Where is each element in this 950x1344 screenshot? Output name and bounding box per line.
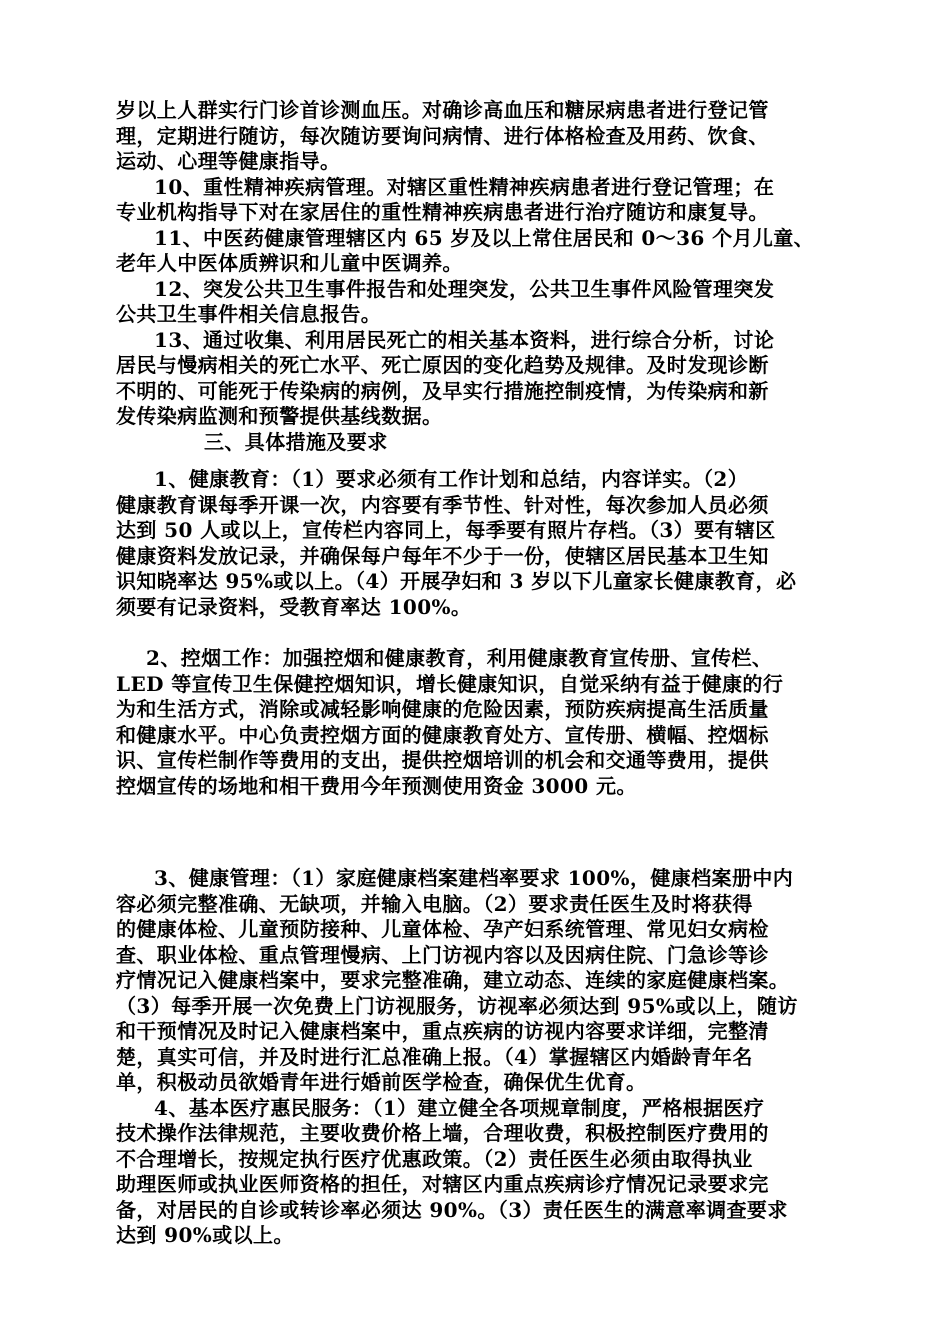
section-health-management — [116, 866, 836, 1249]
item-13-line: 13、通过收集、利用居民死亡的相关基本资料，进行综合分析，讨论 — [154, 327, 775, 352]
text-line: 单，积极动员欲婚青年进行婚前医学检查，确保优生优育。 — [116, 1070, 647, 1094]
item-basic-medical-line: 4、基本医疗惠民服务：（1）建立健全各项规章制度，严格根据医疗 — [154, 1095, 765, 1120]
text-line: 专业机构指导下对在家居住的重性精神疾病患者进行治疗随访和康复导。 — [116, 200, 769, 224]
text-line: 运动、心理等健康指导。 — [116, 149, 341, 173]
text-line: 居民与慢病相关的死亡水平、死亡原因的变化趋势及规律。及时发现诊断 — [116, 353, 769, 377]
text-line: 须要有记录资料，受教育率达 100%。 — [116, 594, 472, 619]
text-line: 健康资料发放记录，并确保每户每年不少于一份，使辖区居民基本卫生知 — [116, 543, 769, 568]
text-line: 控烟宣传的场地和相干费用今年预测使用资金 3000 元。 — [116, 773, 637, 798]
text-line: 岁以上人群实行门诊首诊测血压。对确诊高血压和糖尿病患者进行登记管 — [116, 98, 769, 122]
section-health-education — [116, 467, 836, 620]
text-line: 和健康水平。中心负责控烟方面的健康教育处方、宣传册、横幅、控烟标 — [116, 722, 769, 747]
text-line: 为和生活方式，消除或减轻影响健康的危险因素，预防疾病提高生活质量 — [116, 697, 769, 721]
item-10-line: 10、重性精神疾病管理。对辖区重性精神疾病患者进行登记管理；在 — [154, 174, 775, 199]
text-line: 理，定期进行随访，每次随访要询问病情、进行体格检查及用药、饮食、 — [116, 123, 769, 148]
section-tobacco-control — [116, 646, 836, 799]
text-line: 容必须完整准确、无缺项，并输入电脑。（2）要求责任医生及时将获得 — [116, 891, 753, 916]
text-line: 识知晓率达 95%或以上。（4）开展孕妇和 3 岁以下儿童家长健康教育，必 — [116, 569, 797, 593]
text-line: 公共卫生事件相关信息报告。 — [116, 302, 382, 326]
text-line: 楚，真实可信，并及时进行汇总准确上报。（4）掌握辖区内婚龄青年名 — [116, 1044, 753, 1069]
item-health-education-line: 1、健康教育：（1）要求必须有工作计划和总结，内容详实。（2） — [154, 467, 749, 491]
text-line: 备，对居民的自诊或转诊率必须达 90%。（3）责任医生的满意率调查要求 — [116, 1197, 788, 1222]
item-11-line: 11、中医药健康管理辖区内 65 岁及以上常住居民和 0～36 个月儿童、 — [154, 225, 815, 250]
text-line: 和干预情况及时记入健康档案中，重点疾病的访视内容要求详细，完整清 — [116, 1019, 769, 1043]
section-services-continued — [116, 98, 836, 455]
text-line: 不明的、可能死于传染病的病例，及早实行措施控制疫情，为传染病和新 — [116, 378, 769, 403]
text-line: 发传染病监测和预警提供基线数据。 — [116, 404, 443, 428]
text-line: 不合理增长，按规定执行医疗优惠政策。（2）责任医生必须由取得执业 — [116, 1146, 753, 1171]
text-line: 达到 50 人或以上，宣传栏内容同上，每季要有照片存档。（3）要有辖区 — [116, 518, 776, 542]
text-line: 疗情况记入健康档案中，要求完整准确，建立动态、连续的家庭健康档案。 — [116, 968, 790, 992]
section-heading: 三、具体措施及要求 — [204, 429, 388, 454]
text-line: 健康教育课每季开课一次，内容要有季节性、针对性，每次参加人员必须 — [116, 492, 769, 517]
text-line: （3）每季开展一次免费上门访视服务，访视率必须达到 95%或以上，随访 — [116, 993, 798, 1018]
item-health-management-line: 3、健康管理：（1）家庭健康档案建档率要求 100%，健康档案册中内 — [154, 866, 794, 890]
text-line: 达到 90%或以上。 — [116, 1223, 294, 1247]
item-12-line: 12、突发公共卫生事件报告和处理突发，公共卫生事件风险管理突发 — [154, 276, 775, 301]
text-line: 助理医师或执业医师资格的担任，对辖区内重点疾病诊疗情况记录要求完 — [116, 1172, 769, 1196]
text-line: 的健康体检、儿童预防接种、儿童体检、孕产妇系统管理、常见妇女病检 — [116, 917, 769, 941]
text-line: 查、职业体检、重点管理慢病、上门访视内容以及因病住院、门急诊等诊 — [116, 942, 769, 967]
text-line: 识、宣传栏制作等费用的支出，提供控烟培训的机会和交通等费用，提供 — [116, 748, 769, 772]
text-line: LED 等宣传卫生保健控烟知识，增长健康知识，自觉采纳有益于健康的行 — [116, 671, 784, 696]
item-tobacco-control-line: 2、控烟工作：加强控烟和健康教育，利用健康教育宣传册、宣传栏、 — [146, 646, 773, 670]
text-line: 技术操作法律规范，主要收费价格上墙，合理收费，积极控制医疗费用的 — [116, 1121, 769, 1145]
text-line: 老年人中医体质辨识和儿童中医调养。 — [116, 251, 463, 275]
